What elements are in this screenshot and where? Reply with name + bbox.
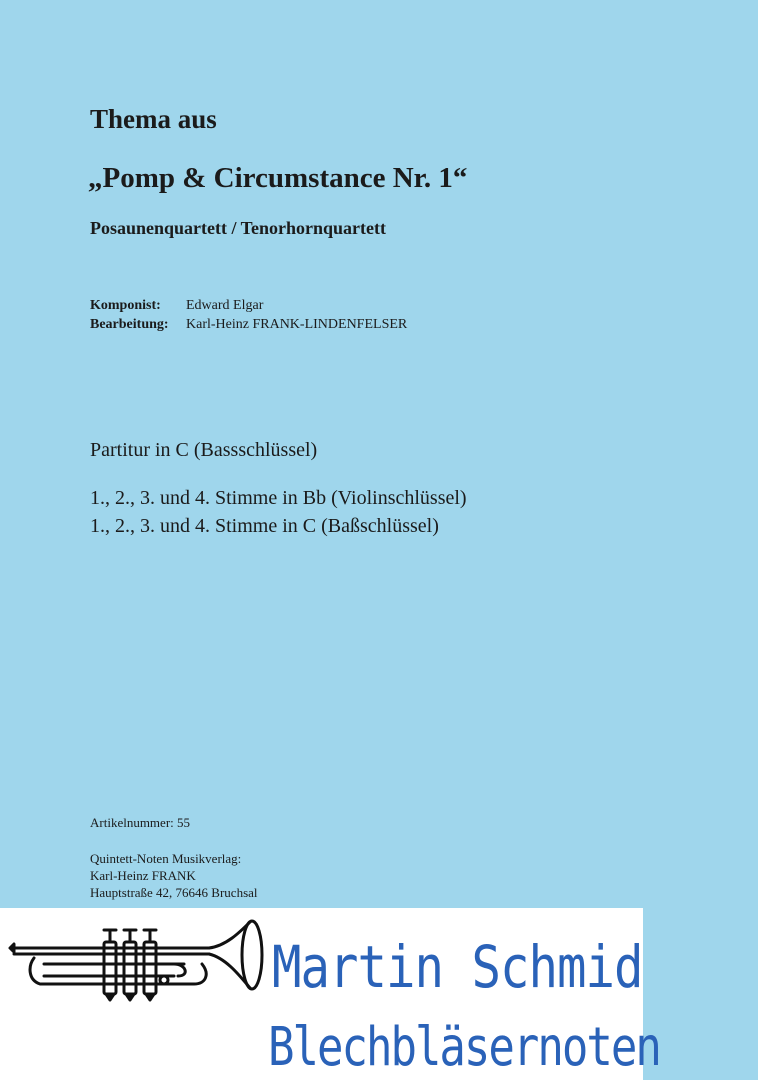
credits: [90, 296, 407, 334]
arranger-name: Karl-Heinz FRANK-LINDENFELSER: [186, 317, 408, 332]
publisher-owner: Karl-Heinz FRANK: [90, 868, 196, 883]
shop-banner: [0, 908, 660, 1080]
publisher-street: Hauptstraße 42, 76646 Bruchsal: [90, 885, 258, 900]
publisher-address: [90, 850, 258, 901]
title-line-1: Thema aus: [90, 104, 217, 134]
composer-name: Edward Elgar: [186, 298, 264, 313]
arranger-row: [90, 315, 407, 334]
brand-name: Martin Schmid: [272, 934, 643, 1002]
composer-row: [90, 296, 407, 315]
composer-label: Komponist:: [90, 298, 161, 313]
parts-list: [90, 484, 467, 540]
brand-tagline: Blechbläsernoten: [268, 1016, 660, 1079]
arranger-label: Bearbeitung:: [90, 317, 169, 332]
score-info: Partitur in C (Bassschlüssel): [90, 439, 318, 461]
subtitle: Posaunenquartett / Tenorhornquartett: [90, 218, 387, 238]
parts-bb: 1., 2., 3. und 4. Stimme in Bb (Violinschlüssel): [90, 487, 467, 509]
article-number: Artikelnummer: 55: [90, 815, 191, 830]
title-line-2: „Pomp & Circumstance Nr. 1“: [88, 162, 468, 194]
parts-c: 1., 2., 3. und 4. Stimme in C (Baßschlüssel): [90, 515, 439, 537]
publisher-name: Quintett-Noten Musikverlag:: [90, 851, 242, 866]
trumpet-icon: [4, 918, 274, 1006]
